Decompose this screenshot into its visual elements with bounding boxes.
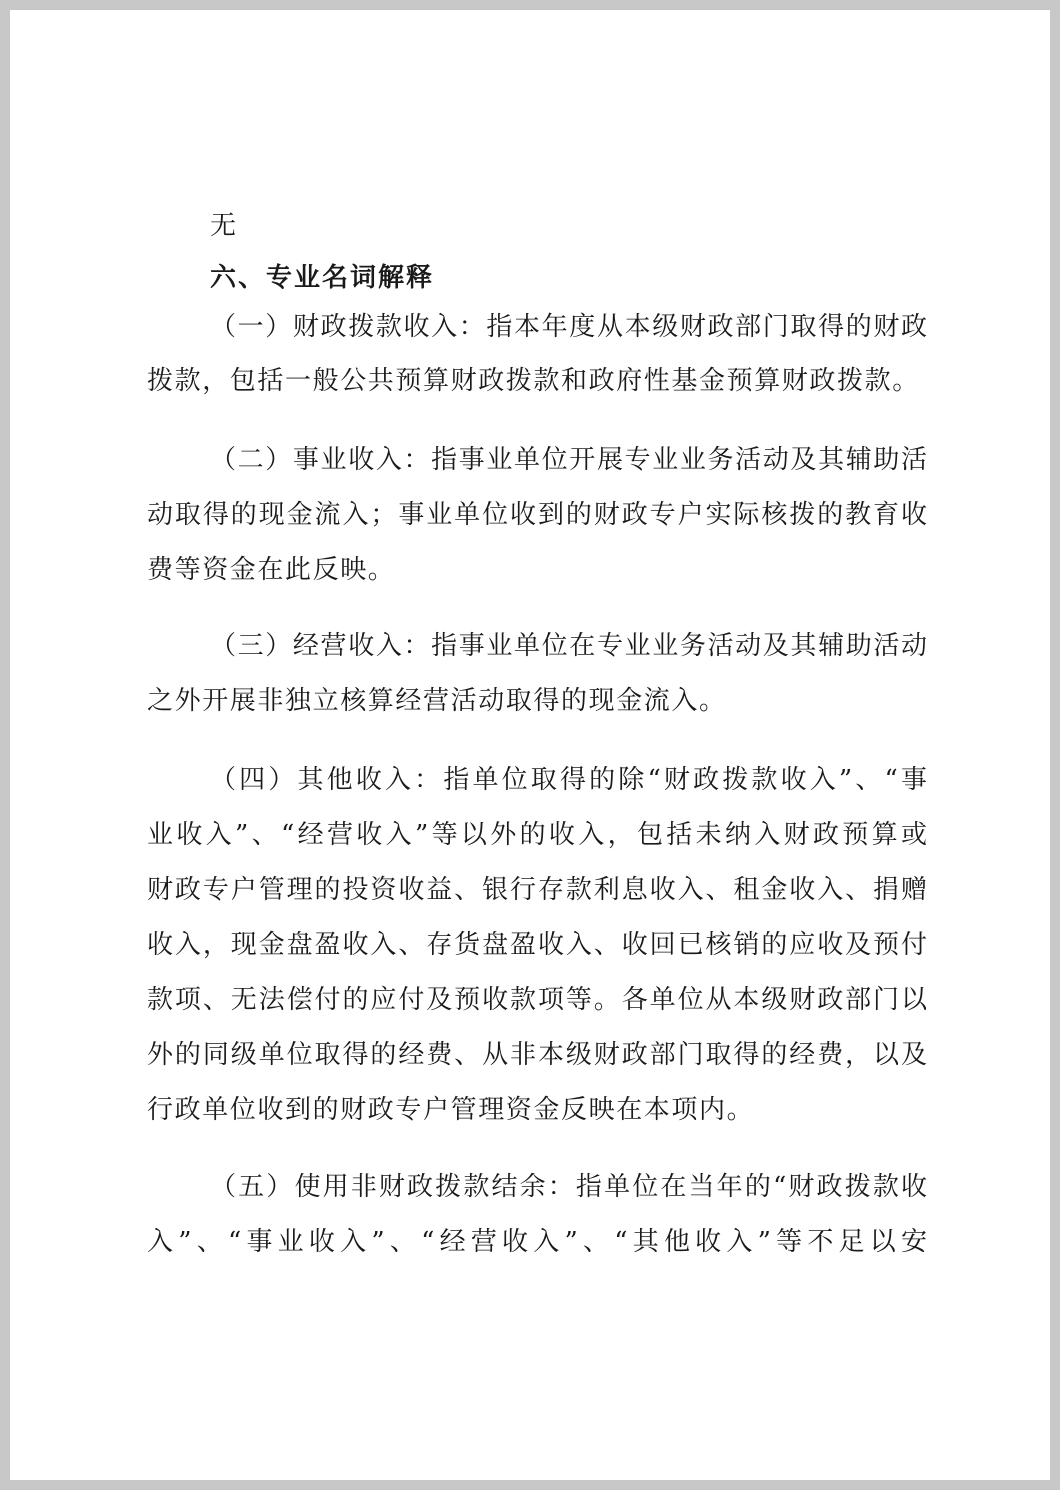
paragraph-line: 费等资金在此反映。 xyxy=(147,555,396,585)
paragraph-line: 业收入”、“经营收入”等以外的收入，包括未纳入财政预算或 xyxy=(147,820,927,850)
paragraph-line: 外的同级单位取得的经费、从非本级财政部门取得的经费，以及 xyxy=(147,1040,927,1070)
document-page xyxy=(10,10,1050,1480)
paragraph-line: 财政专户管理的投资收益、银行存款利息收入、租金收入、捐赠 xyxy=(147,875,927,905)
paragraph-line: 拨款，包括一般公共预算财政拨款和政府性基金预算财政拨款。 xyxy=(147,366,920,396)
paragraph-line: （一）财政拨款收入：指本年度从本级财政部门取得的财政 xyxy=(210,312,927,342)
paragraph-line: 款项、无法偿付的应付及预收款项等。各单位从本级财政部门以 xyxy=(147,985,927,1015)
section-heading: 六、专业名词解释 xyxy=(210,263,435,293)
paragraph-line: 动取得的现金流入；事业单位收到的财政专户实际核拨的教育收 xyxy=(147,500,927,530)
paragraph-line: （三）经营收入：指事业单位在专业业务活动及其辅助活动 xyxy=(210,631,927,661)
paragraph-line: 之外开展非独立核算经营活动取得的现金流入。 xyxy=(147,686,727,716)
paragraph-line: （五）使用非财政拨款结余：指单位在当年的“财政拨款收 xyxy=(210,1172,927,1202)
paragraph-line: 行政单位收到的财政专户管理资金反映在本项内。 xyxy=(147,1095,755,1125)
paragraph-line: （四）其他收入：指单位取得的除“财政拨款收入”、“事 xyxy=(210,765,927,795)
paragraph-line: 入”、“事业收入”、“经营收入”、“其他收入”等不足以安 xyxy=(147,1227,927,1257)
paragraph-line: 收入，现金盘盈收入、存货盘盈收入、收回已核销的应收及预付 xyxy=(147,930,927,960)
prior-text: 无 xyxy=(210,211,238,241)
paragraph-line: （二）事业收入：指事业单位开展专业业务活动及其辅助活 xyxy=(210,445,927,475)
